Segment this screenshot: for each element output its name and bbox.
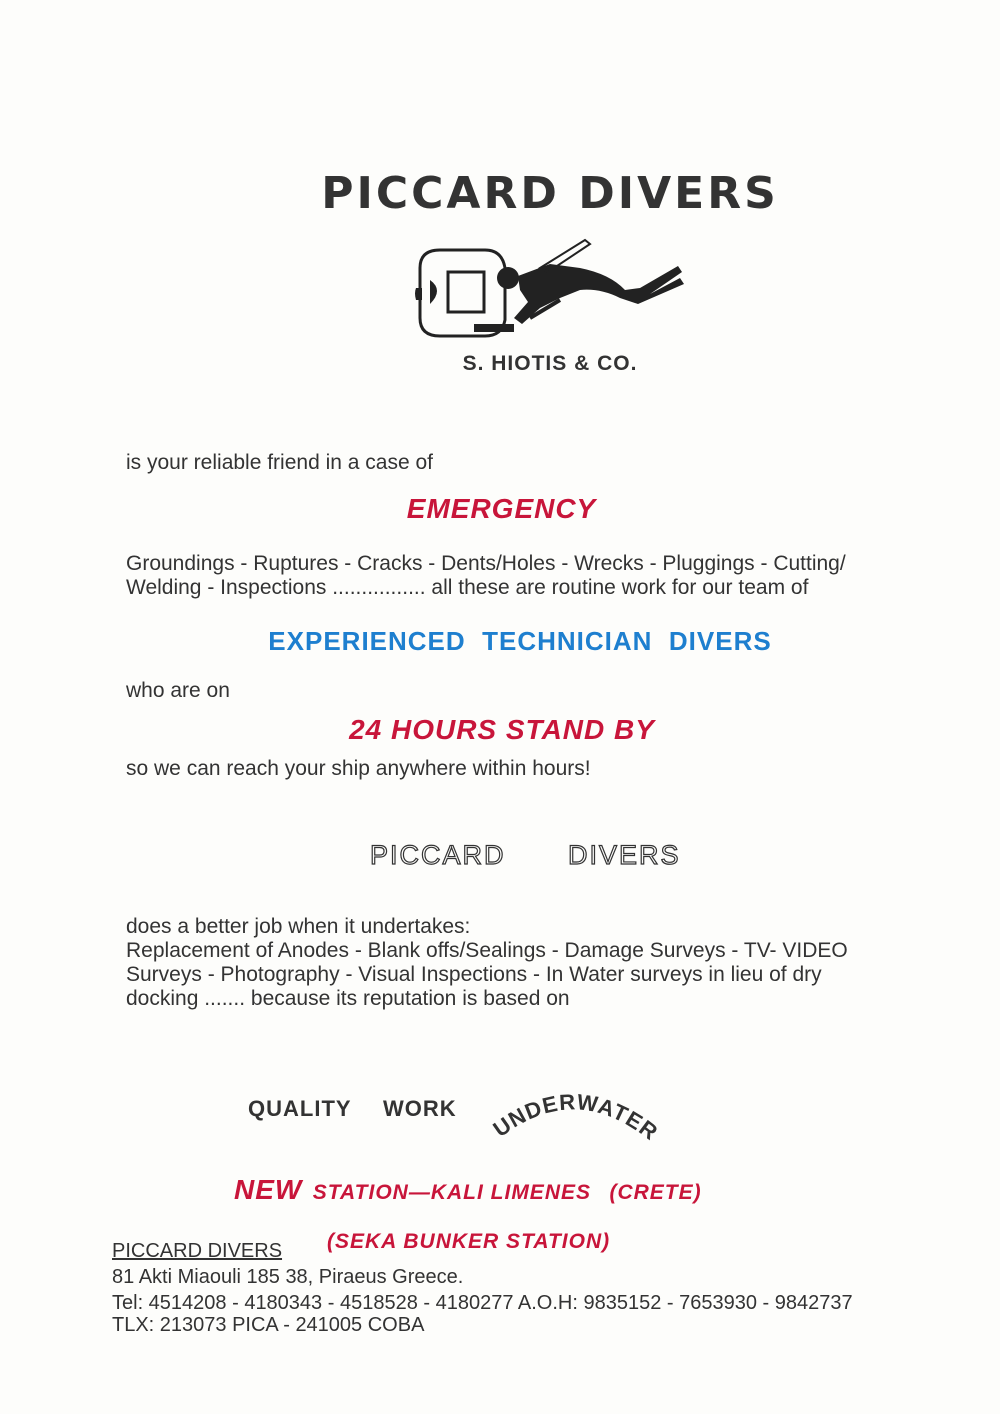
station-name: STATION—KALI LIMENES: [312, 1181, 591, 1204]
contact-telex: TLX: 213073 PICA - 241005 COBA: [112, 1314, 425, 1336]
work-word: WORK: [383, 1096, 457, 1121]
experienced-divers-heading: EXPERIENCED TECHNICIAN DIVERS: [268, 626, 772, 656]
new-station-line: [234, 1174, 702, 1206]
quality-word: QUALITY: [248, 1096, 352, 1121]
new-label: NEW: [234, 1174, 303, 1205]
diver-logo-icon: [410, 228, 700, 348]
brand-outline-divers: DIVERS: [568, 840, 681, 870]
station-region: (CRETE): [609, 1181, 702, 1204]
svg-text:UNDERWATER: [488, 1089, 663, 1145]
intro-text: is your reliable friend in a case of: [126, 451, 433, 474]
services-line-2: Welding - Inspections ................ all these are routine work for our team of: [126, 576, 809, 599]
brand-outline-piccard: PICCARD: [370, 840, 506, 870]
services-line-1: Groundings - Ruptures - Cracks - Dents/Holes - Wrecks - Pluggings - Cutting/: [126, 552, 846, 575]
better-job-line-4: docking ....... because its reputation is based on: [126, 987, 570, 1010]
company-title: PICCARD DIVERS: [321, 168, 779, 219]
company-subtitle: S. HIOTIS & CO.: [462, 352, 638, 375]
contact-address: 81 Akti Miaouli 185 38, Piraeus Greece.: [112, 1266, 464, 1288]
underwater-text: UNDERWATER: [488, 1089, 664, 1146]
bunker-station: (SEKA BUNKER STATION): [327, 1230, 611, 1253]
contact-company: PICCARD DIVERS: [112, 1240, 283, 1262]
who-are-on-text: who are on: [126, 679, 230, 702]
better-job-line-1: does a better job when it undertakes:: [126, 915, 471, 938]
better-job-line-3: Surveys - Photography - Visual Inspections - In Water surveys in lieu of dry: [126, 963, 822, 986]
contact-telephone: Tel: 4514208 - 4180343 - 4518528 - 4180277 A.O.H: 9835152 - 7653930 - 9842737: [112, 1292, 853, 1314]
standby-heading: 24 HOURS STAND BY: [349, 714, 655, 745]
reach-text: so we can reach your ship anywhere within hours!: [126, 757, 591, 780]
emergency-heading: EMERGENCY: [406, 493, 597, 524]
underwater-arc: [480, 1078, 700, 1178]
better-job-line-2: Replacement of Anodes - Blank offs/Sealings - Damage Surveys - TV- VIDEO: [126, 939, 848, 962]
